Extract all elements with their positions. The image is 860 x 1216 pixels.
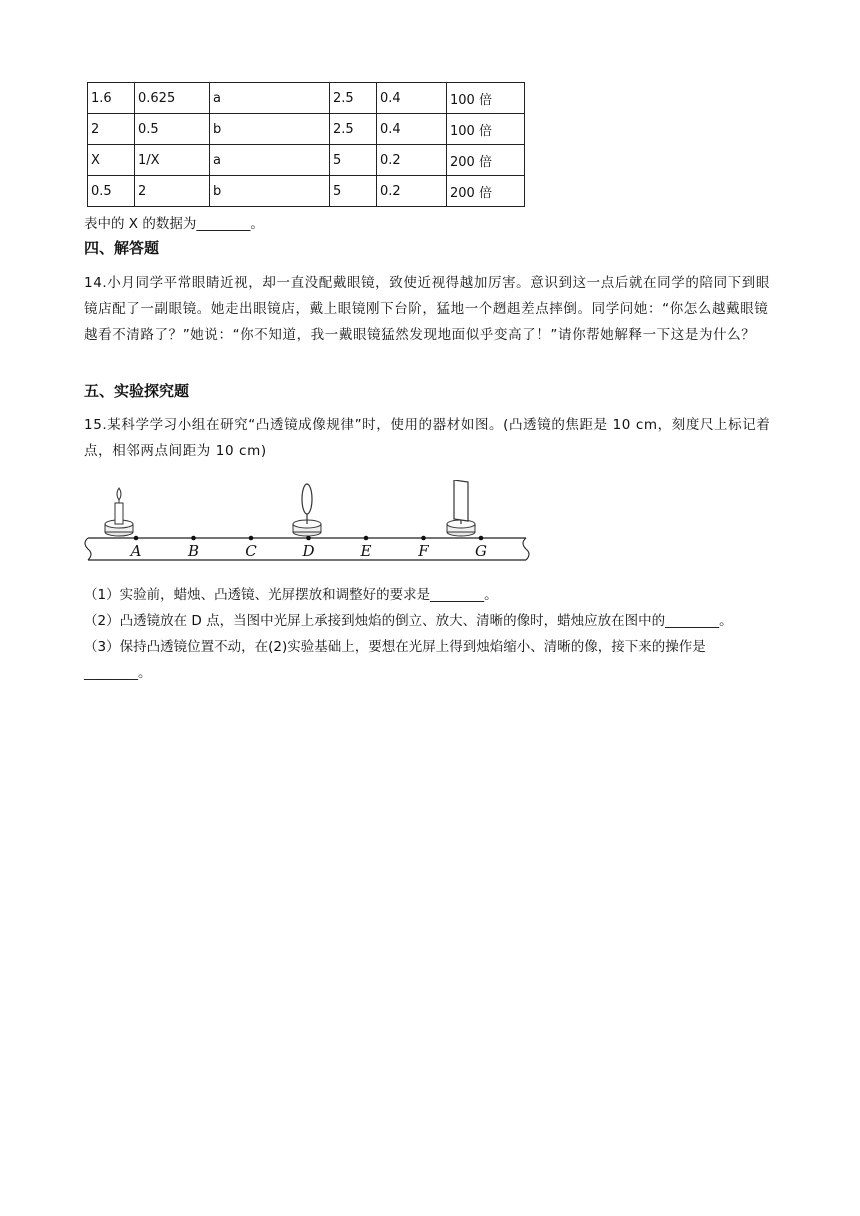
table-cell: 5 (330, 176, 377, 207)
table-cell: X (88, 145, 135, 176)
section-4-heading: 四、解答题 (84, 239, 160, 257)
ruler-left-break (85, 538, 91, 560)
table-row (88, 83, 525, 114)
table-cell: 200 倍 (447, 176, 525, 207)
table-cell: 0.2 (377, 145, 447, 176)
table-cell: 1.6 (88, 83, 135, 114)
table-cell: 0.2 (377, 176, 447, 207)
bench-point-label: C (245, 542, 257, 560)
table-cell: 2.5 (330, 83, 377, 114)
table-cell: 0.4 (377, 114, 447, 145)
table-cell: 0.5 (88, 176, 135, 207)
ruler-right-break (523, 538, 529, 560)
table-row (88, 114, 525, 145)
bench-point-label: B (187, 542, 200, 560)
table-cell: 2 (135, 176, 210, 207)
question-15-part-1: （1）实验前，蜡烛、凸透镜、光屏摆放和调整好的要求是________。 (84, 587, 498, 603)
table-cell: b (210, 176, 330, 207)
candle-icon (105, 488, 133, 536)
optical-bench-figure (82, 480, 532, 572)
table-cell: b (210, 114, 330, 145)
bench-point-b (191, 536, 196, 541)
question-15-part-2: （2）凸透镜放在 D 点，当图中光屏上承接到烛焰的倒立、放大、清晰的像时，蜡烛应放在图中的________。 (84, 613, 733, 629)
table-cell: 0.4 (377, 83, 447, 114)
question-15-text: 15.某科学学习小组在研究“凸透镜成像规律”时，使用的器材如图。(凸透镜的焦距是 10 cm，刻度尺上标记着点，相邻两点间距为 10 cm) (84, 417, 771, 459)
bench-point-f (421, 536, 426, 541)
convex-lens-icon (293, 484, 321, 536)
table-cell: 1/X (135, 145, 210, 176)
q13-answer-line: 表中的 X 的数据为________。 (84, 216, 264, 232)
bench-point-d (306, 536, 311, 541)
light-screen-icon (447, 480, 475, 536)
table-cell: a (210, 145, 330, 176)
bench-point-a (134, 536, 139, 541)
bench-point-label: F (418, 542, 429, 560)
bench-point-label: G (475, 542, 487, 560)
bench-point-label: E (360, 542, 372, 560)
table-cell: 2 (88, 114, 135, 145)
table-cell: 5 (330, 145, 377, 176)
bench-point-label: A (130, 542, 142, 560)
table-cell: 2.5 (330, 114, 377, 145)
data-table (87, 82, 525, 207)
section-5-heading: 五、实验探究题 (84, 382, 190, 400)
table-cell: 200 倍 (447, 145, 525, 176)
table-row (88, 176, 525, 207)
bench-point-g (479, 536, 484, 541)
table-cell: 0.625 (135, 83, 210, 114)
bench-point-label: D (302, 542, 315, 560)
question-15-part-3-blank: ________。 (84, 665, 152, 681)
table-row (88, 145, 525, 176)
bench-point-e (364, 536, 369, 541)
table-cell: 100 倍 (447, 114, 525, 145)
table-cell: 100 倍 (447, 83, 525, 114)
question-15-part-3: （3）保持凸透镜位置不动，在(2)实验基础上，要想在光屏上得到烛焰缩小、清晰的像，接下来的操作是 (84, 639, 706, 655)
table-cell: a (210, 83, 330, 114)
table-cell: 0.5 (135, 114, 210, 145)
bench-point-c (249, 536, 254, 541)
question-14-text: 14.小月同学平常眼睛近视，却一直没配戴眼镜，致使近视得越加厉害。意识到这一点后就在同学的陪同下到眼镜店配了一副眼镜。她走出眼镜店，戴上眼镜刚下台阶，猛地一个趔趄差点摔倒。同学问她：“你怎么越戴眼镜越看不清路了？”她说：“你不知道，我一戴眼镜猛然发现地面似乎变高了！”请你帮她解释一下这是为什么？ (84, 275, 770, 343)
